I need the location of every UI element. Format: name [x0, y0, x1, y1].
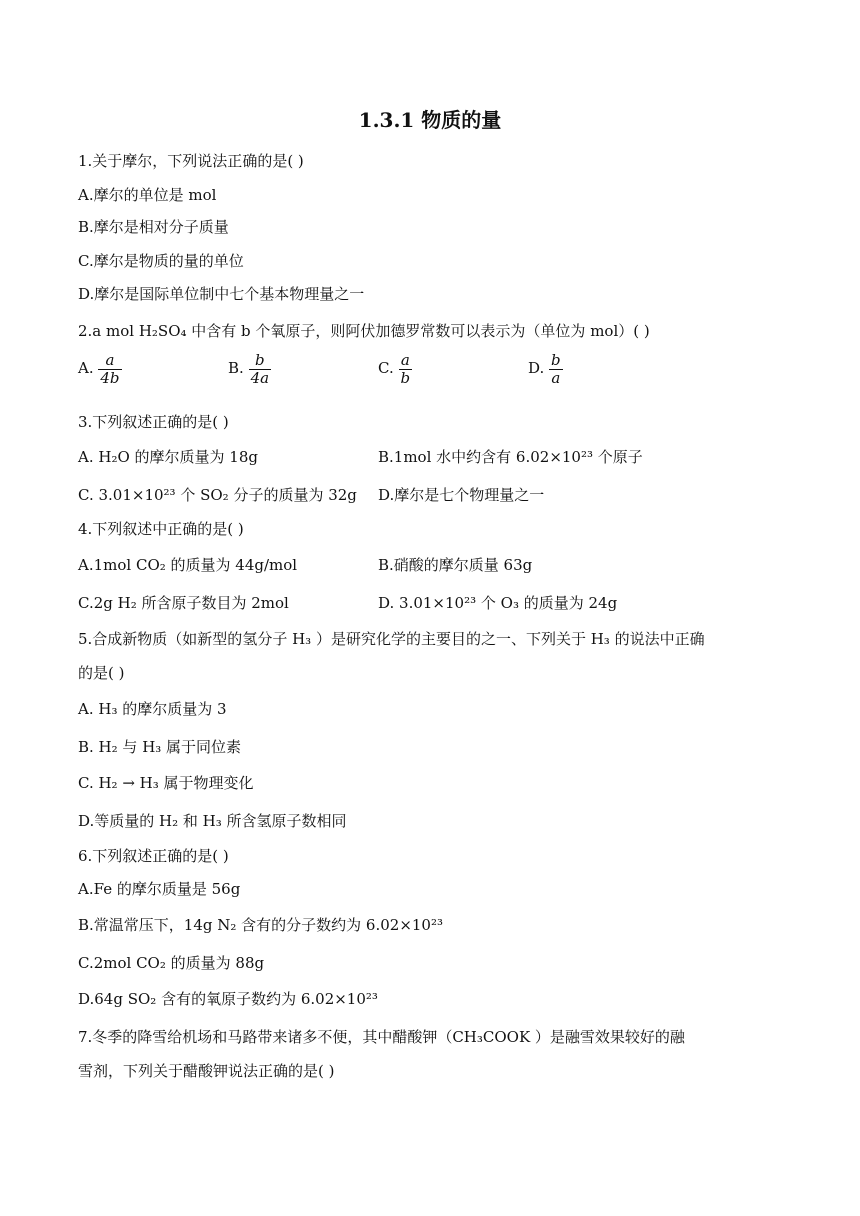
q6-option-b: B.常温常压下，14g N₂ 含有的分子数约为 6.02×10²³ — [78, 916, 444, 934]
q5-option-a: A. H₃ 的摩尔质量为 3 — [78, 700, 227, 718]
q3-stem: 3.下列叙述正确的是( ) — [78, 413, 229, 431]
q2-option-d-fraction — [549, 352, 563, 386]
q1-stem: 1.关于摩尔，下列说法正确的是( ) — [78, 152, 304, 170]
q2-option-b-fraction — [249, 352, 272, 386]
q3-option-d: D.摩尔是七个物理量之一 — [378, 486, 545, 504]
q2-d-numerator: b — [551, 351, 561, 369]
q2-d-denominator: a — [551, 368, 561, 387]
q5-option-c: C. H₂ → H₃ 属于物理变化 — [78, 774, 254, 792]
q4-option-b: B.硝酸的摩尔质量 63g — [378, 556, 533, 574]
q1-option-d: D.摩尔是国际单位制中七个基本物理量之一 — [78, 285, 365, 303]
q4-stem: 4.下列叙述中正确的是( ) — [78, 520, 244, 538]
q1-option-c: C.摩尔是物质的量的单位 — [78, 252, 244, 270]
q4-option-d: D. 3.01×10²³ 个 O₃ 的质量为 24g — [378, 594, 618, 612]
q2-option-c-label: C. — [378, 359, 394, 377]
q5-option-d: D.等质量的 H₂ 和 H₃ 所含氢原子数相同 — [78, 812, 347, 830]
q4-option-a: A.1mol CO₂ 的质量为 44g/mol — [78, 556, 298, 574]
q3-option-b: B.1mol 水中约含有 6.02×10²³ 个原子 — [378, 448, 643, 466]
q2-b-numerator: b — [249, 352, 272, 370]
q3-option-c: C. 3.01×10²³ 个 SO₂ 分子的质量为 32g — [78, 486, 357, 504]
q2-a-numerator: a — [98, 352, 121, 370]
q6-option-c: C.2mol CO₂ 的质量为 88g — [78, 954, 265, 972]
q1-option-b: B.摩尔是相对分子质量 — [78, 218, 229, 236]
q2-b-denominator: 4a — [250, 368, 270, 387]
q6-option-a: A.Fe 的摩尔质量是 56g — [78, 880, 241, 898]
q5-stem-line2: 的是( ) — [78, 664, 125, 682]
q6-option-d: D.64g SO₂ 含有的氧原子数约为 6.02×10²³ — [78, 990, 378, 1008]
q4-option-c: C.2g H₂ 所含原子数目为 2mol — [78, 594, 289, 612]
q2-option-b — [228, 352, 271, 386]
q2-c-denominator: b — [400, 368, 411, 387]
q2-c-numerator: a — [399, 352, 413, 370]
q2-option-d — [528, 352, 563, 386]
q2-option-d-label: D. — [528, 359, 545, 377]
q2-option-b-label: B. — [228, 359, 244, 377]
q7-stem-line1: 7.冬季的降雪给机场和马路带来诸多不便，其中醋酸钾（CH₃COOK ）是融雪效果较好的融 — [78, 1028, 685, 1046]
q5-stem-line1: 5.合成新物质（如新型的氢分子 H₃ ）是研究化学的主要目的之一、下列关于 H₃ 的说法中正确 — [78, 630, 705, 648]
q3-option-a: A. H₂O 的摩尔质量为 18g — [78, 448, 258, 466]
q2-stem: 2.a mol H₂SO₄ 中含有 b 个氧原子，则阿伏加德罗常数可以表示为（单位为 mol）( ) — [78, 322, 650, 340]
q2-option-a-label: A. — [78, 359, 94, 377]
q1-option-a: A.摩尔的单位是 mol — [78, 186, 217, 204]
q5-option-b: B. H₂ 与 H₃ 属于同位素 — [78, 738, 242, 756]
q2-option-c — [378, 352, 412, 386]
q2-option-c-fraction — [399, 352, 413, 386]
q7-stem-line2: 雪剂，下列关于醋酸钾说法正确的是( ) — [78, 1062, 335, 1080]
page-title: 1.3.1 物质的量 — [358, 108, 502, 132]
q2-a-denominator: 4b — [100, 368, 120, 387]
q2-option-a — [78, 352, 122, 386]
q6-stem: 6.下列叙述正确的是( ) — [78, 847, 229, 865]
q2-option-a-fraction — [98, 352, 121, 386]
